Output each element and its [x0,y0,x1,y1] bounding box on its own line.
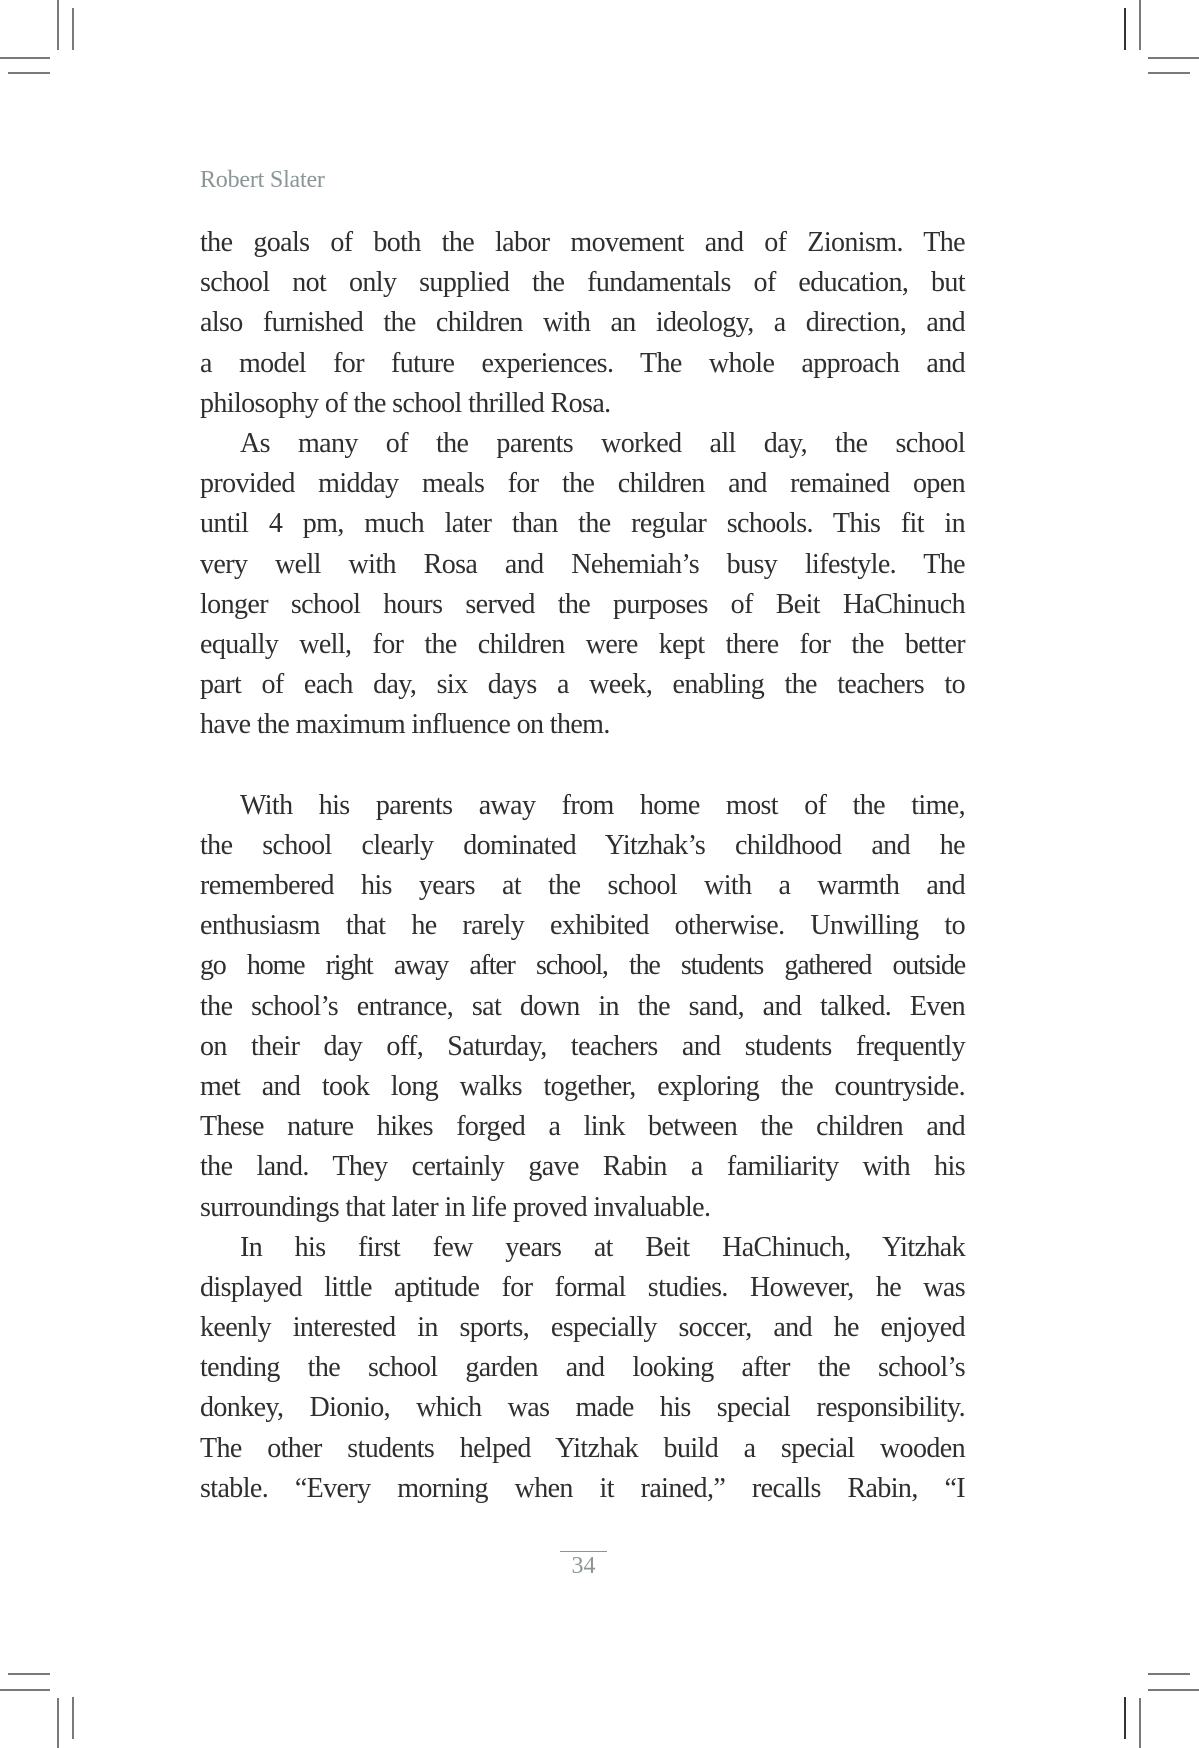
text-line: school not only supplied the fundamentals of education, but [200,267,965,299]
text-line: displayed little aptitude for formal studies. However, he was [200,1271,965,1303]
text-line: As many of the parents worked all day, the school [240,427,965,459]
text-line: a model for future experiences. The whole approach and [200,347,965,379]
text-line: philosophy of the school thrilled Rosa. [200,387,611,419]
text-line: With his parents away from home most of the time, [240,789,965,821]
text-line: until 4 pm, much later than the regular schools. This fit in [200,508,965,540]
text-line: These nature hikes forged a link between the children and [200,1111,965,1143]
crop-mark [72,1697,74,1739]
text-line: go home right away after school, the students gathered outside [200,950,965,982]
text-line: In his first few years at Beit HaChinuch, Yitzhak [240,1231,965,1263]
text-line: The other students helped Yitzhak build a special wooden [200,1432,965,1464]
page-number: 34 [571,1553,596,1579]
crop-mark [72,8,74,50]
crop-mark [1148,1673,1190,1675]
crop-mark [1148,1689,1199,1691]
text-line: remembered his years at the school with a warmth and [200,870,965,901]
crop-mark [57,1698,59,1748]
text-line: longer school hours served the purposes of Beit HaChinuch [200,588,965,620]
paragraph [200,786,965,1228]
paragraph [200,223,965,424]
crop-mark [1139,0,1141,50]
text-line: the school clearly dominated Yitzhak’s childhood and he [200,829,965,861]
text-line: tending the school garden and looking after the school’s [200,1352,965,1384]
text-line: enthusiasm that he rarely exhibited otherwise. Unwilling to [200,910,965,942]
text-line: the goals of both the labor movement and of Zionism. The [200,227,965,258]
body-text [200,223,965,1509]
text-line: on their day off, Saturday, teachers and students frequently [200,1030,965,1062]
crop-mark [8,1673,50,1675]
section-break [200,745,965,785]
text-line: very well with Rosa and Nehemiah’s busy lifestyle. The [200,548,965,580]
text-line: surroundings that later in life proved invaluable. [200,1191,711,1223]
crop-mark [1124,8,1126,50]
text-line: the land. They certainly gave Rabin a familiarity with his [200,1151,965,1183]
text-line: stable. “Every morning when it rained,” recalls Rabin, “I [200,1472,965,1504]
crop-mark [0,1689,50,1691]
text-line: part of each day, six days a week, enabling the teachers to [200,669,965,701]
crop-mark [1148,72,1190,74]
text-line: equally well, for the children were kept there for the better [200,628,965,660]
text-line: also furnished the children with an ideology, a direction, and [200,307,965,339]
paragraph [200,1228,965,1509]
text-line: provided midday meals for the children and remained open [200,468,965,500]
crop-mark [57,0,59,50]
paragraph [200,424,965,746]
text-line: have the maximum influence on them. [200,709,610,741]
page-number-rule [560,1551,607,1552]
crop-mark [1148,57,1199,59]
text-line: met and took long walks together, exploring the countryside. [200,1070,965,1102]
text-line: keenly interested in sports, especially soccer, and he enjoyed [200,1312,965,1344]
crop-mark [8,72,50,74]
text-line: donkey, Dionio, which was made his special responsibility. [200,1392,965,1424]
crop-mark [0,57,50,59]
text-line: the school’s entrance, sat down in the sand, and talked. Even [200,990,965,1022]
running-head-author: Robert Slater [200,167,325,193]
crop-mark [1124,1697,1126,1739]
crop-mark [1139,1698,1141,1748]
